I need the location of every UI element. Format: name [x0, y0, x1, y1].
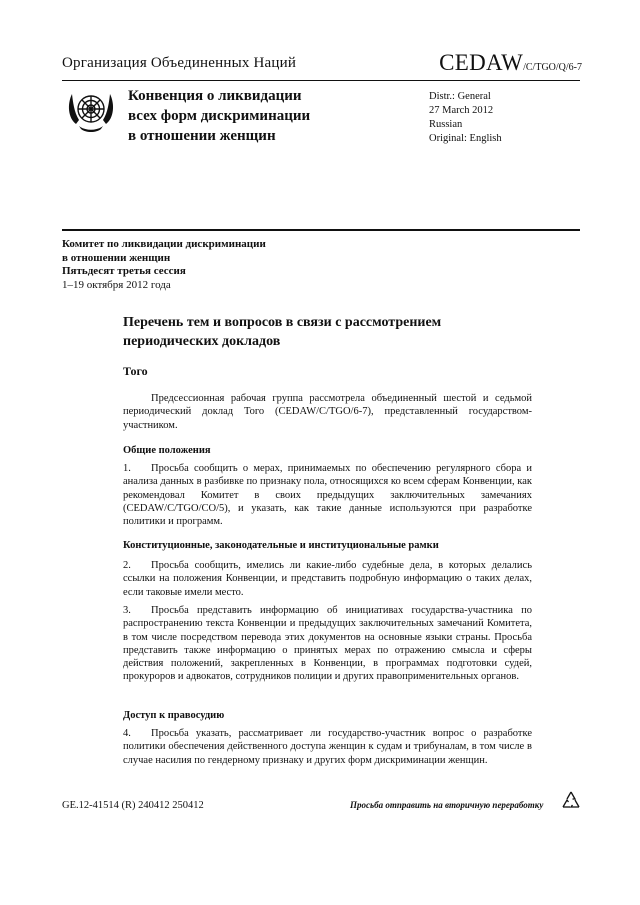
document-title — [123, 313, 523, 351]
committee-block — [62, 238, 362, 292]
paragraph-number: 2. — [123, 560, 131, 571]
section-heading: Конституционные, законодательные и институциональные рамки — [123, 540, 439, 551]
country-name: Того — [123, 364, 148, 378]
document-symbol-main: CEDAW — [439, 50, 524, 75]
organization-name: Организация Объединенных Наций — [62, 55, 297, 71]
paragraph-text: Просьба сообщить о мерах, принимаемых по обеспечению регулярного сбора и анализа данных в разбивке по признаку пола, относящихся ко всем сферам Конвенции, как рекомендовал Комитет в своих предыдущих заключительных замечаниях (CEDAW/C/TGO/CO/5), и указать, как такие данные используются при разработке политики и программ. — [123, 463, 532, 528]
paragraph — [123, 727, 532, 767]
un-emblem-icon — [63, 84, 119, 140]
committee-name: Комитет по ликвидации дискриминации — [62, 238, 266, 250]
committee-name: в отношении женщин — [62, 251, 171, 264]
distribution-language: Russian — [429, 119, 463, 130]
paragraph-text: Просьба представить информацию об инициативах государства-участника по распространению текста Конвенции и предыдущих заключительных замечаний Комитета, в том числе посредством перевода этих документов на основные языки страны. Просьба представить также информацию о принятых мерах по отражению смысла и сферы действия положений, закрепленных в Конвенции, в программах подготовки судей, прокуроров и адвокатов, сотрудников полиции и других правоприменительных органов. — [123, 605, 532, 683]
section-heading: Доступ к правосудию — [123, 710, 225, 721]
paragraph — [123, 604, 532, 684]
paragraph-number: 1. — [123, 463, 131, 474]
recycle-icon — [560, 790, 582, 812]
document-title-line: Перечень тем и вопросов в связи с рассмотрением — [123, 315, 442, 330]
paragraph — [123, 462, 532, 528]
paragraph-number: 3. — [123, 605, 131, 616]
convention-title — [128, 86, 388, 146]
header-rule — [62, 80, 580, 81]
session-dates: 1–19 октября 2012 года — [62, 278, 171, 291]
document-symbol — [439, 50, 582, 76]
distribution-original: Original: English — [429, 133, 502, 144]
section-rule — [62, 229, 580, 231]
intro-paragraph: Предсессионная рабочая группа рассмотрела объединенный шестой и седьмой периодический доклад Того (CEDAW/C/TGO/6-7), представленный государством-участником. — [123, 393, 532, 431]
paragraph-text: Просьба сообщить, имелись ли какие-либо судебные дела, в которых делались ссылки на положения Конвенции, и представить подробную информацию о таких делах, если таковые имели место. — [123, 560, 532, 598]
session-name: Пятьдесят третья сессия — [62, 265, 186, 277]
paragraph-number: 4. — [123, 728, 131, 739]
distribution-info — [429, 90, 502, 146]
paragraph-text: Просьба указать, рассматривает ли государство-участник вопрос о разработке политики обеспечения действенного доступа женщин к судам и трибуналам, в том числе в случае насилия по гендерному признаку и других форм дискриминации женщин. — [123, 728, 532, 766]
document-code: GE.12-41514 (R) 240412 250412 — [62, 800, 204, 811]
distribution-line: Distr.: General — [429, 91, 491, 102]
distribution-date: 27 March 2012 — [429, 105, 494, 116]
recycle-note: Просьба отправить на вторичную переработку — [350, 800, 544, 810]
document-title-line: периодических докладов — [123, 334, 281, 349]
convention-title-line: в отношении женщин — [128, 128, 276, 144]
section-heading: Общие положения — [123, 445, 211, 456]
document-symbol-suffix: /C/TGO/Q/6-7 — [523, 62, 582, 73]
paragraph — [123, 559, 532, 599]
convention-title-line: Конвенция о ликвидации — [128, 88, 302, 104]
convention-title-line: всех форм дискриминации — [128, 108, 311, 124]
